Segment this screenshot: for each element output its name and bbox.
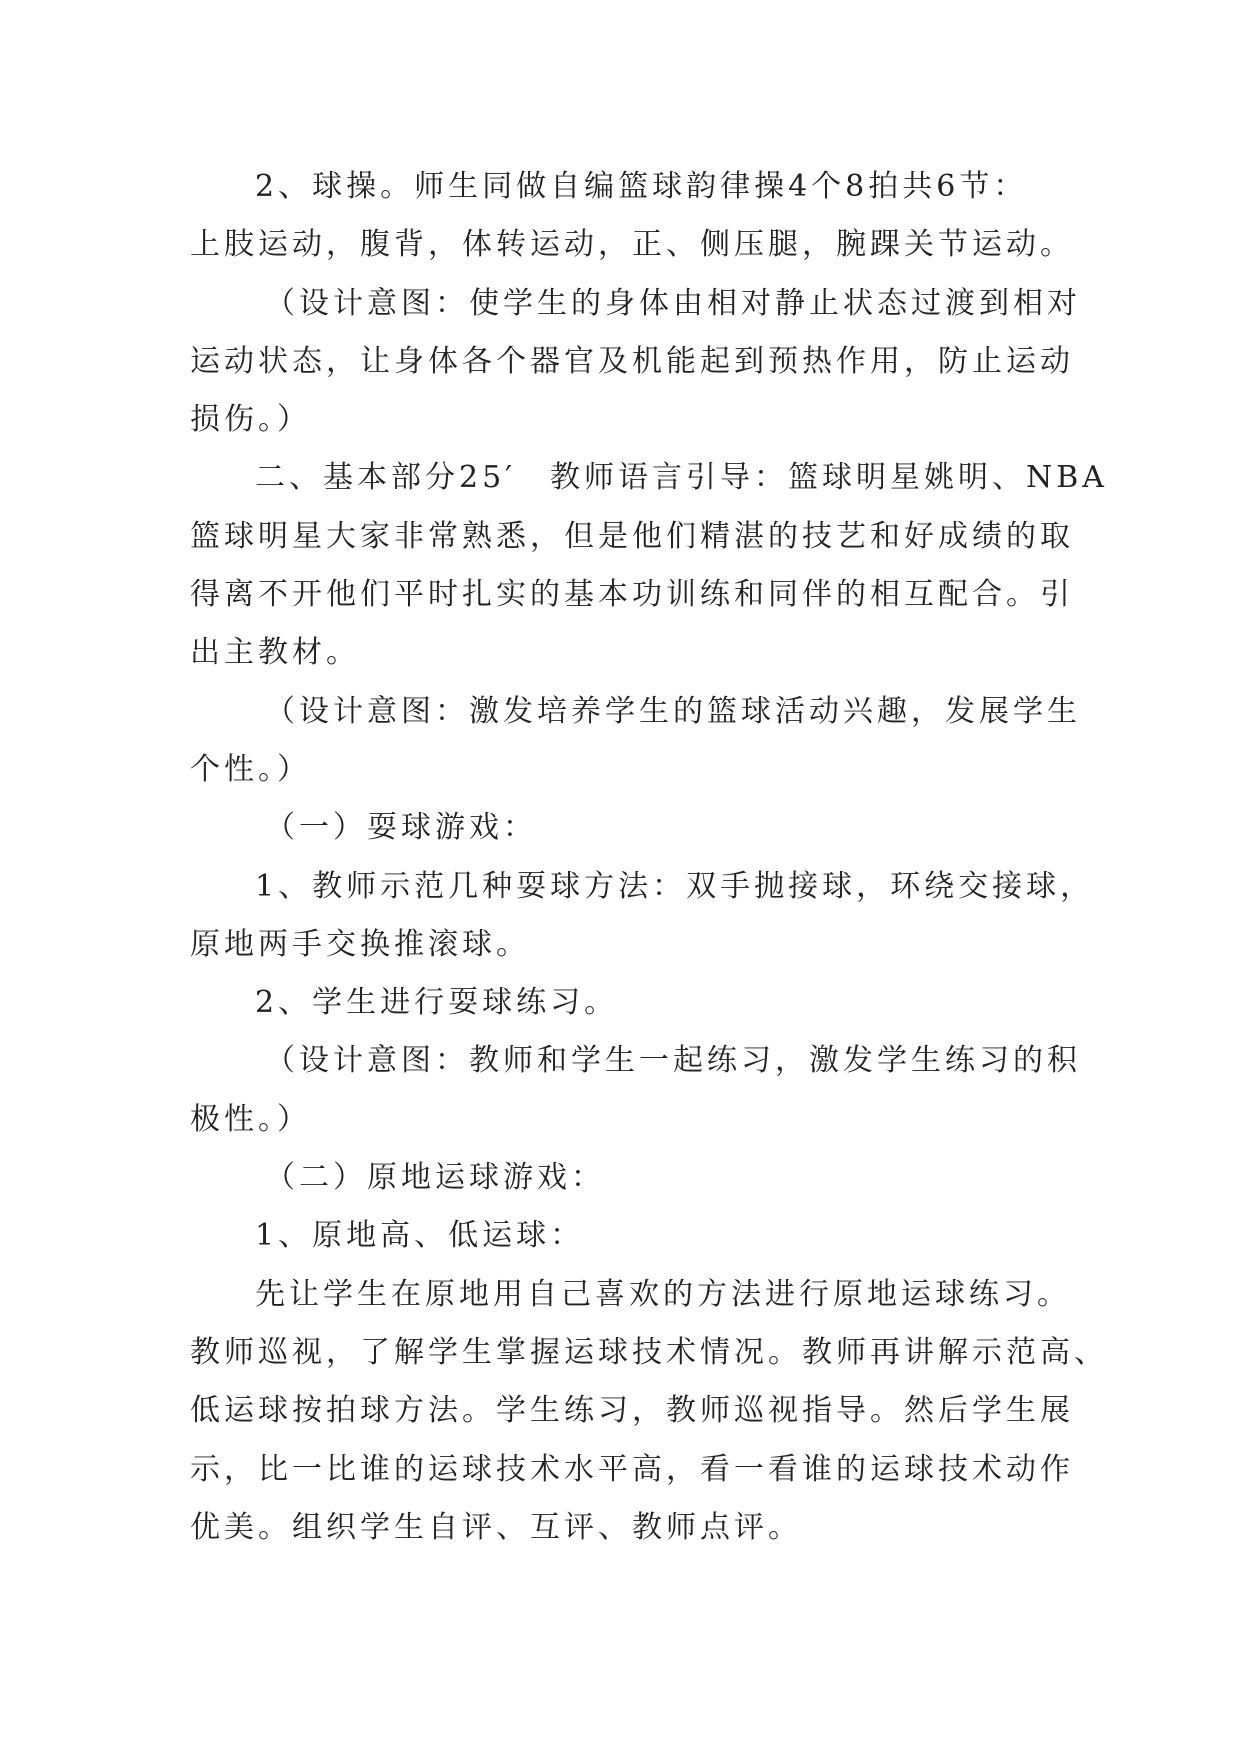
section-heading-line: 二、基本部分25′ 教师语言引导：篮球明星姚明、NBA bbox=[255, 460, 1108, 496]
paragraph-line: 1、教师示范几种耍球方法：双手抛接球，环绕交接球， bbox=[255, 868, 1095, 904]
subsection-heading-line: （二）原地运球游戏： bbox=[265, 1160, 605, 1196]
paragraph-line: 出主教材。 bbox=[190, 635, 360, 671]
document-body bbox=[190, 158, 1108, 1557]
paragraph-line: 个性。） bbox=[190, 751, 311, 787]
paragraph-line: 得离不开他们平时扎实的基本功训练和同伴的相互配合。引 bbox=[190, 577, 1074, 613]
paragraph-line: 1、原地高、低运球： bbox=[255, 1218, 585, 1254]
subsection-heading-line: （一）耍球游戏： bbox=[265, 810, 537, 846]
paragraph-line: 先让学生在原地用自己喜欢的方法进行原地运球练习。 bbox=[255, 1276, 1071, 1312]
paragraph-line: （设计意图：激发培养学生的篮球活动兴趣，发展学生 bbox=[265, 693, 1081, 729]
paragraph-line: 原地两手交换推滚球。 bbox=[190, 926, 530, 962]
paragraph-line: 低运球按拍球方法。学生练习，教师巡视指导。然后学生展 bbox=[190, 1393, 1074, 1429]
paragraph-line: 示，比一比谁的运球技术水平高，看一看谁的运球技术动作 bbox=[190, 1451, 1074, 1487]
paragraph-line: 教师巡视，了解学生掌握运球技术情况。教师再讲解示范高、 bbox=[190, 1334, 1108, 1370]
paragraph-line: 损伤。） bbox=[190, 402, 311, 438]
paragraph-line: （设计意图：使学生的身体由相对静止状态过渡到相对 bbox=[265, 285, 1081, 321]
paragraph-line: 上肢运动，腹背，体转运动，正、侧压腿，腕踝关节运动。 bbox=[190, 227, 1074, 263]
paragraph-line: 极性。） bbox=[190, 1101, 311, 1137]
paragraph-line: （设计意图：教师和学生一起练习，激发学生练习的积 bbox=[265, 1043, 1081, 1079]
paragraph-line: 篮球明星大家非常熟悉，但是他们精湛的技艺和好成绩的取 bbox=[190, 518, 1074, 554]
paragraph-line: 优美。组织学生自评、互评、教师点评。 bbox=[190, 1509, 802, 1545]
paragraph-line: 2、球操。师生同做自编篮球韵律操4个8拍共6节： bbox=[255, 169, 1028, 204]
paragraph-line: 运动状态，让身体各个器官及机能起到预热作用，防止运动 bbox=[190, 343, 1074, 379]
paragraph-line: 2、学生进行耍球练习。 bbox=[255, 985, 619, 1021]
